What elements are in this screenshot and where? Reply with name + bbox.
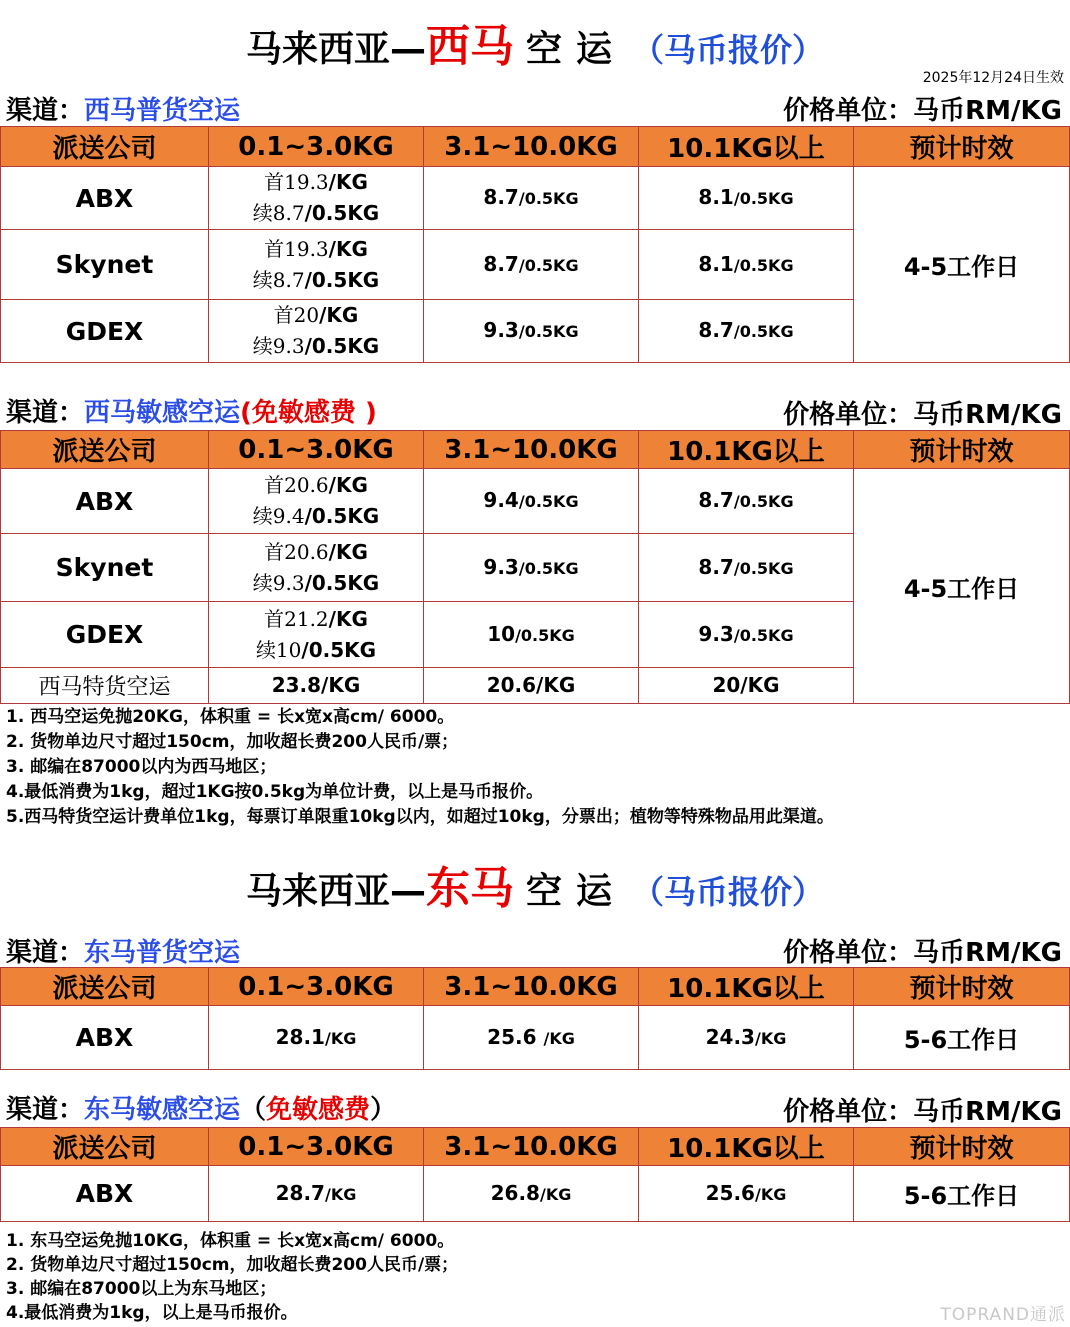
- high-price: 24.3/KG: [639, 1006, 854, 1070]
- east-sensitive-table: [0, 1127, 1070, 1222]
- eta-value: 5-6工作日: [854, 1006, 1070, 1070]
- eta-value: 5-6工作日: [854, 1166, 1070, 1222]
- header-eta: 预计时效: [854, 431, 1070, 469]
- note-line: 4.最低消费为1kg，超过1KG按0.5kg为单位计费，以上是马币报价。: [6, 782, 544, 802]
- company-name: ABX: [1, 1006, 209, 1070]
- west-sensitive-table: [0, 430, 1070, 704]
- company-name: ABX: [1, 1166, 209, 1222]
- mid-price: 9.3/0.5KG: [424, 534, 639, 602]
- east-title: 马来西亚—东马 空运 （马币报价）: [245, 863, 825, 914]
- east-notes: [6, 1229, 458, 1325]
- header-tier-mid: 3.1~10.0KG: [424, 1128, 639, 1166]
- table-header-row: [1, 431, 1070, 469]
- first-cont-price: 首20.6/KG 续9.3/0.5KG: [209, 534, 424, 602]
- mid-price: 8.7/0.5KG: [424, 167, 639, 230]
- west-sensitive-channel: 渠道：西马敏感空运(免敏感费 ): [6, 398, 377, 428]
- mid-price: 9.4/0.5KG: [424, 469, 639, 534]
- header-tier-mid: 3.1~10.0KG: [424, 431, 639, 469]
- header-tier-high: 10.1KG以上: [639, 127, 854, 167]
- table-row: [1, 1006, 1070, 1070]
- note-line: 3. 邮编在87000以内为西马地区；: [6, 757, 277, 777]
- note-line: 3. 邮编在87000以上为东马地区；: [6, 1279, 277, 1299]
- header-company: 派送公司: [1, 127, 209, 167]
- west-notes: [6, 705, 834, 830]
- header-company: 派送公司: [1, 431, 209, 469]
- west-general-channel: 渠道：西马普货空运: [6, 96, 241, 126]
- first-cont-price: 首19.3/KG 续8.7/0.5KG: [209, 230, 424, 300]
- table-header-row: [1, 1128, 1070, 1166]
- header-tier-high: 10.1KG以上: [639, 431, 854, 469]
- west-title: 马来西亚—西马 空运 （马币报价）: [245, 21, 825, 72]
- east-general-channel: 渠道：东马普货空运: [6, 938, 241, 968]
- high-price: 8.1/0.5KG: [639, 167, 854, 230]
- company-name: ABX: [1, 469, 209, 534]
- high-price: 9.3/0.5KG: [639, 602, 854, 668]
- east-sensitive-unit: 价格单位：马币RM/KG: [783, 1097, 1062, 1127]
- first-cont-price: 首20.6/KG 续9.4/0.5KG: [209, 469, 424, 534]
- company-name: ABX: [1, 167, 209, 230]
- header-tier-high: 10.1KG以上: [639, 1128, 854, 1166]
- note-line: 4.最低消费为1kg，以上是马币报价。: [6, 1303, 298, 1323]
- company-name: GDEX: [1, 300, 209, 363]
- header-eta: 预计时效: [854, 127, 1070, 167]
- header-eta: 预计时效: [854, 968, 1070, 1006]
- company-name: GDEX: [1, 602, 209, 668]
- special-channel-name: 西马特货空运: [1, 668, 209, 704]
- note-line: 2. 货物单边尺寸超过150cm，加收超长费200人民币/票；: [6, 1255, 459, 1275]
- note-line: 2. 货物单边尺寸超过150cm，加收超长费200人民币/票；: [6, 732, 459, 752]
- special-mid-price: 20.6/KG: [424, 668, 639, 704]
- special-low-price: 23.8/KG: [209, 668, 424, 704]
- west-general-table: [0, 126, 1070, 363]
- header-tier-high: 10.1KG以上: [639, 968, 854, 1006]
- mid-price: 9.3/0.5KG: [424, 300, 639, 363]
- eta-value: 4-5工作日: [854, 167, 1070, 363]
- low-price: 28.7/KG: [209, 1166, 424, 1222]
- high-price: 8.7/0.5KG: [639, 469, 854, 534]
- mid-price: 8.7/0.5KG: [424, 230, 639, 300]
- high-price: 8.7/0.5KG: [639, 534, 854, 602]
- company-name: Skynet: [1, 230, 209, 300]
- east-general-table: [0, 967, 1070, 1070]
- first-cont-price: 首20/KG 续9.3/0.5KG: [209, 300, 424, 363]
- header-eta: 预计时效: [854, 1128, 1070, 1166]
- west-sensitive-unit: 价格单位：马币RM/KG: [783, 400, 1062, 430]
- special-high-price: 20/KG: [639, 668, 854, 704]
- table-row: [1, 1166, 1070, 1222]
- table-header-row: [1, 127, 1070, 167]
- header-tier-mid: 3.1~10.0KG: [424, 968, 639, 1006]
- mid-price: 26.8/KG: [424, 1166, 639, 1222]
- note-line: 1. 东马空运免抛10KG，体积重 = 长x宽x高cm/ 6000。: [6, 1231, 455, 1251]
- high-price: 8.1/0.5KG: [639, 230, 854, 300]
- header-tier-low: 0.1~3.0KG: [209, 127, 424, 167]
- note-line: 5.西马特货空运计费单位1kg，每票订单限重10kg以内，如超过10kg，分票出；植物等特殊物品用此渠道。: [6, 807, 834, 827]
- east-general-unit: 价格单位：马币RM/KG: [783, 938, 1062, 968]
- low-price: 28.1/KG: [209, 1006, 424, 1070]
- table-header-row: [1, 968, 1070, 1006]
- mid-price: 10/0.5KG: [424, 602, 639, 668]
- header-tier-low: 0.1~3.0KG: [209, 1128, 424, 1166]
- table-row: [1, 469, 1070, 534]
- header-company: 派送公司: [1, 968, 209, 1006]
- brand-watermark: TOPRAND通派: [940, 1305, 1066, 1325]
- high-price: 25.6/KG: [639, 1166, 854, 1222]
- header-tier-mid: 3.1~10.0KG: [424, 127, 639, 167]
- company-name: Skynet: [1, 534, 209, 602]
- west-general-unit: 价格单位：马币RM/KG: [783, 96, 1062, 126]
- east-sensitive-channel: 渠道：东马敏感空运（免敏感费）: [6, 1095, 397, 1125]
- note-line: 1. 西马空运免抛20KG，体积重 = 长x宽x高cm/ 6000。: [6, 707, 455, 727]
- high-price: 8.7/0.5KG: [639, 300, 854, 363]
- table-row: [1, 167, 1070, 230]
- mid-price: 25.6 /KG: [424, 1006, 639, 1070]
- eta-value: 4-5工作日: [854, 469, 1070, 704]
- effective-date: 2025年12月24日生效: [922, 70, 1064, 86]
- first-cont-price: 首19.3/KG 续8.7/0.5KG: [209, 167, 424, 230]
- header-tier-low: 0.1~3.0KG: [209, 968, 424, 1006]
- first-cont-price: 首21.2/KG 续10/0.5KG: [209, 602, 424, 668]
- header-tier-low: 0.1~3.0KG: [209, 431, 424, 469]
- header-company: 派送公司: [1, 1128, 209, 1166]
